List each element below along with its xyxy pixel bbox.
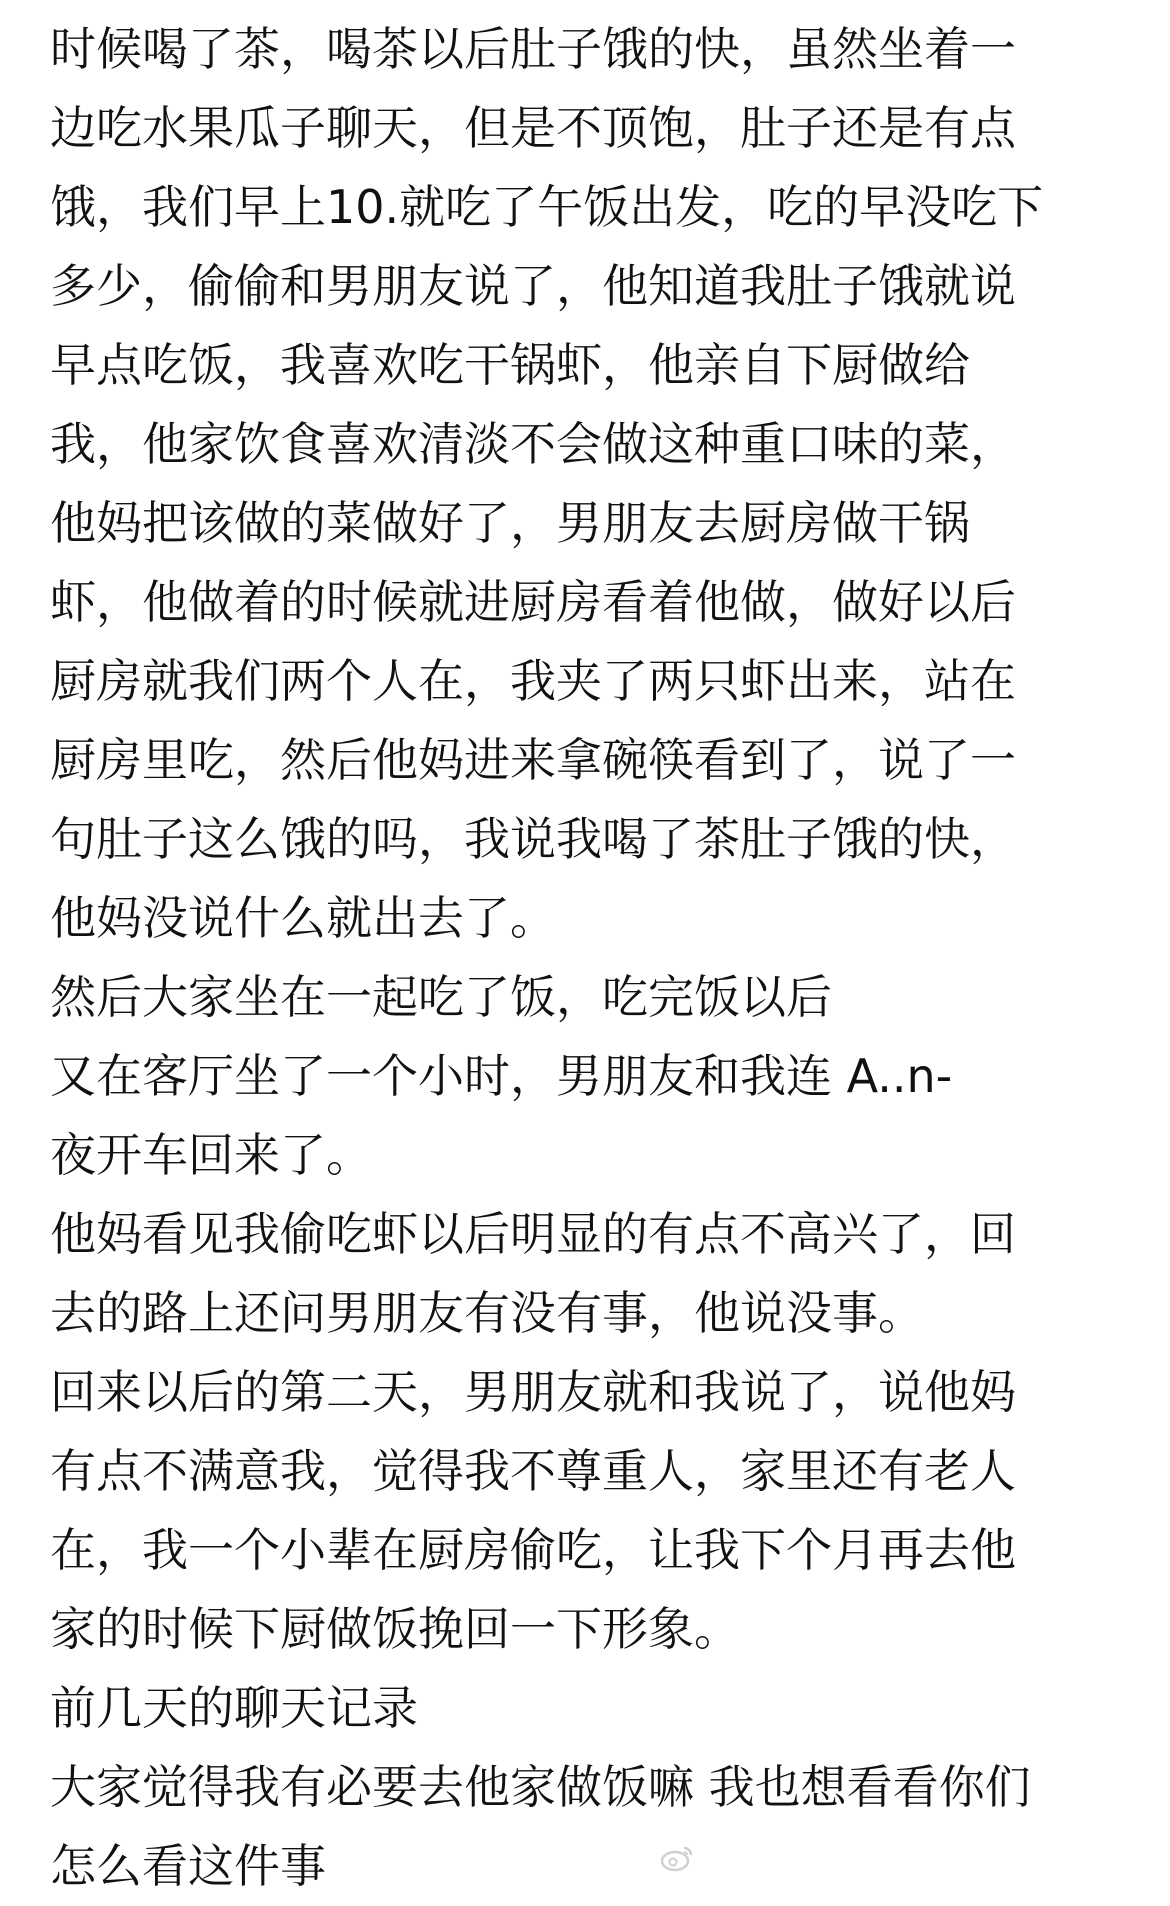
post-line: 有点不满意我，觉得我不尊重人，家里还有老人 (50, 1444, 1016, 1498)
post-line: 早点吃饭，我喜欢吃干锅虾，他亲自下厨做给 (50, 338, 970, 392)
weibo-logo-icon (660, 1844, 694, 1879)
post-line: 然后大家坐在一起吃了饭，吃完饭以后 (50, 970, 832, 1024)
post-line: 句肚子这么饿的吗，我说我喝了茶肚子饿的快， (50, 812, 1016, 866)
post-line: 边吃水果瓜子聊天，但是不顶饱，肚子还是有点 (50, 101, 1016, 155)
post-line: 饿，我们早上10.就吃了午饭出发，吃的早没吃下 (50, 180, 1044, 234)
post-line: 大家觉得我有必要去他家做饭嘛 我也想看看你们 (50, 1760, 1031, 1814)
post-line: 去的路上还问男朋友有没有事，他说没事。 (50, 1286, 924, 1340)
post-line: 虾，他做着的时候就进厨房看着他做，做好以后 (50, 575, 1016, 629)
post-line: 前几天的聊天记录 (50, 1681, 418, 1735)
post-line: 回来以后的第二天，男朋友就和我说了，说他妈 (50, 1365, 1016, 1419)
post-line: 他妈把该做的菜做好了，男朋友去厨房做干锅 (50, 496, 970, 550)
post-line: 在，我一个小辈在厨房偷吃，让我下个月再去他 (50, 1523, 1016, 1577)
post-line: 多少，偷偷和男朋友说了，他知道我肚子饿就说 (50, 259, 1016, 313)
post-line: 怎么看这件事 (50, 1839, 326, 1893)
post-line: 厨房里吃，然后他妈进来拿碗筷看到了，说了一 (50, 733, 1016, 787)
post-line: 又在客厅坐了一个小时，男朋友和我连 A..n- (50, 1049, 953, 1103)
post-line: 他妈没说什么就出去了。 (50, 891, 556, 945)
weibo-watermark (660, 1844, 702, 1879)
post-line: 我，他家饮食喜欢清淡不会做这种重口味的菜， (50, 417, 1016, 471)
post-line: 厨房就我们两个人在，我夹了两只虾出来，站在 (50, 654, 1016, 708)
post-line: 他妈看见我偷吃虾以后明显的有点不高兴了，回 (50, 1207, 1016, 1261)
post-line: 时候喝了茶，喝茶以后肚子饿的快，虽然坐着一 (50, 22, 1016, 76)
post-line: 家的时候下厨做饭挽回一下形象。 (50, 1602, 740, 1656)
post-body (50, 10, 1150, 1906)
post-line: 夜开车回来了。 (50, 1128, 372, 1182)
